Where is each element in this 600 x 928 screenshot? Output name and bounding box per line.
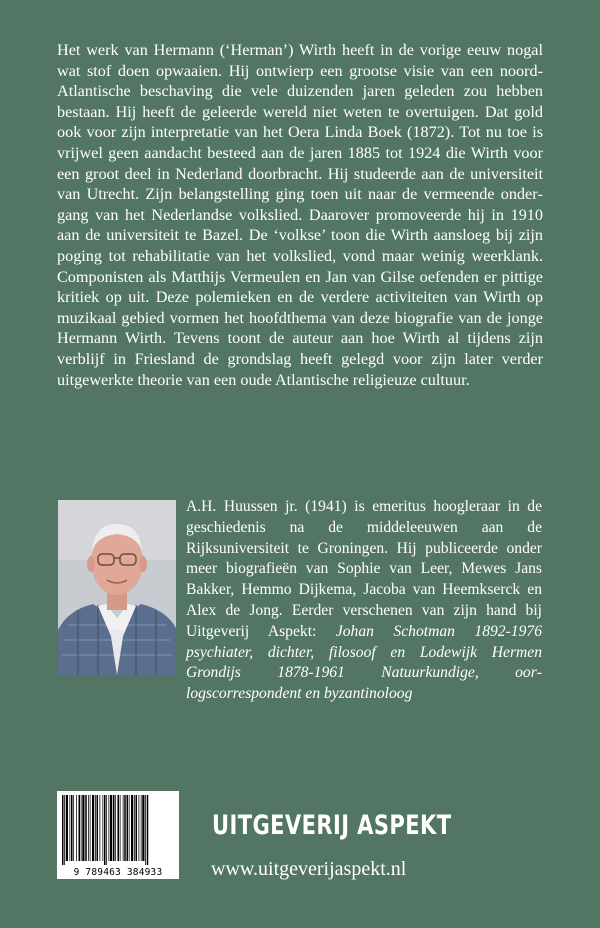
barcode-bar [115, 795, 116, 861]
barcode-bar [100, 795, 101, 861]
barcode-bar [124, 795, 126, 861]
publisher-logo: UITGEVERIJ ASPEKT [212, 810, 452, 841]
barcode-bar [104, 795, 106, 865]
barcode-bar [73, 795, 74, 861]
blurb-paragraph: Het werk van Hermann (‘Herman’) Wirth heeft in de vorige eeuw nogal wat stof doen opwaaien. Hij ontwierp een grootse visie van een noord-Atlantische beschaving die vele duizenden jaren geleden zou hebben bestaan. Hij heeft de geleerde wereld niet weten te overtuigen. Dat gold ook voor zijn interpretatie van het Oera Linda Boek (1872). Tot nu toe is vrijwel geen aandacht besteed aan de jaren 1885 tot 1924 die Wirth voor een groot deel in Nederland doorbracht. Hij studeerde aan de universiteit van Utrecht. Zijn belangstelling ging toen uit naar de vermeende ondergang van het Nederlandse volkslied. Daarover promoveerde hij in 1910 aan de universiteit te Bazel. De ‘volkse’ toon die Wirth aansloeg bij zijn poging tot rehabilitatie van het volkslied, vond maar weinig weerklank. Componisten als Matthijs Vermeulen en Jan van Gilse oefenden er pittige kritiek op uit. Deze polemieken en de verdere activiteiten van Wirth op muzikaal gebied vormen het hoofdthema van deze biografie van de jonge Hermann Wirth. Tevens toont de auteur aan hoe Wirth al tijdens zijn verblijf in Friesland de grondslag heeft gelegd voor zijn later verder uitgewerkte theorie van een oude Atlantische religieuze cultuur. [57, 41, 543, 389]
barcode-bar [127, 795, 129, 861]
barcode-bar [97, 795, 99, 861]
barcode-bar [106, 795, 107, 865]
barcode-bar [66, 795, 68, 861]
publisher-url[interactable]: www.uitgeverijaspekt.nl [211, 858, 407, 880]
barcode-bar [136, 795, 138, 861]
author-bio [57, 497, 542, 705]
isbn-number: 9 789463 384933 [73, 867, 163, 878]
barcode-bar [82, 795, 84, 861]
barcode-bar [64, 795, 65, 865]
barcode-bar [109, 795, 110, 861]
author-bio-text: A.H. Huussen jr. (1941) is emeritus hoogleraar in de geschiedenis na de middeleeuwen aan de Rijksuniversiteit te Groningen. Hij publiceerde onder meer biografieën van Sophie van Leer, Mewes Jans Bakker, Hemmo Dijkema, Jacoba van Heemkserck en Alex de Jong. Eerder verschenen van zijn hand bij Uitgeverij Aspekt: [186, 498, 542, 640]
barcode-bar [113, 795, 115, 861]
barcode-bar [134, 795, 135, 861]
barcode-bar [147, 795, 149, 865]
barcode-bar [118, 795, 120, 861]
barcode-bar [145, 795, 146, 865]
barcode-bar [103, 795, 104, 861]
barcode-bar [129, 795, 130, 861]
barcode-bar [131, 795, 133, 861]
barcode-bars [57, 791, 179, 867]
barcode-bar [95, 795, 96, 861]
barcode-bar [88, 795, 89, 861]
barcode-bar [70, 795, 71, 861]
barcode-bar [120, 795, 121, 861]
barcode-bar [79, 795, 81, 861]
barcode-bar [123, 795, 124, 861]
barcode-bar [142, 795, 144, 861]
barcode-bar [139, 795, 140, 861]
barcode-bar [110, 795, 112, 861]
barcode-bar [92, 795, 94, 861]
barcode-bar [81, 795, 82, 861]
barcode-bar [85, 795, 87, 861]
barcode-bar [76, 795, 77, 861]
isbn-barcode [57, 791, 179, 879]
barcode-bar [90, 795, 91, 861]
barcode-bar [62, 795, 64, 865]
barcode-bar [141, 795, 142, 861]
author-bio-books: Johan Schotman 1892-1976 psychiater, dichter, filosoof en Lodewijk Hermen Grondijs 1878-1961 Natuurkundige, oorlogscorrespondent en byzantinoloog [186, 622, 542, 703]
barcode-bar [71, 795, 73, 861]
